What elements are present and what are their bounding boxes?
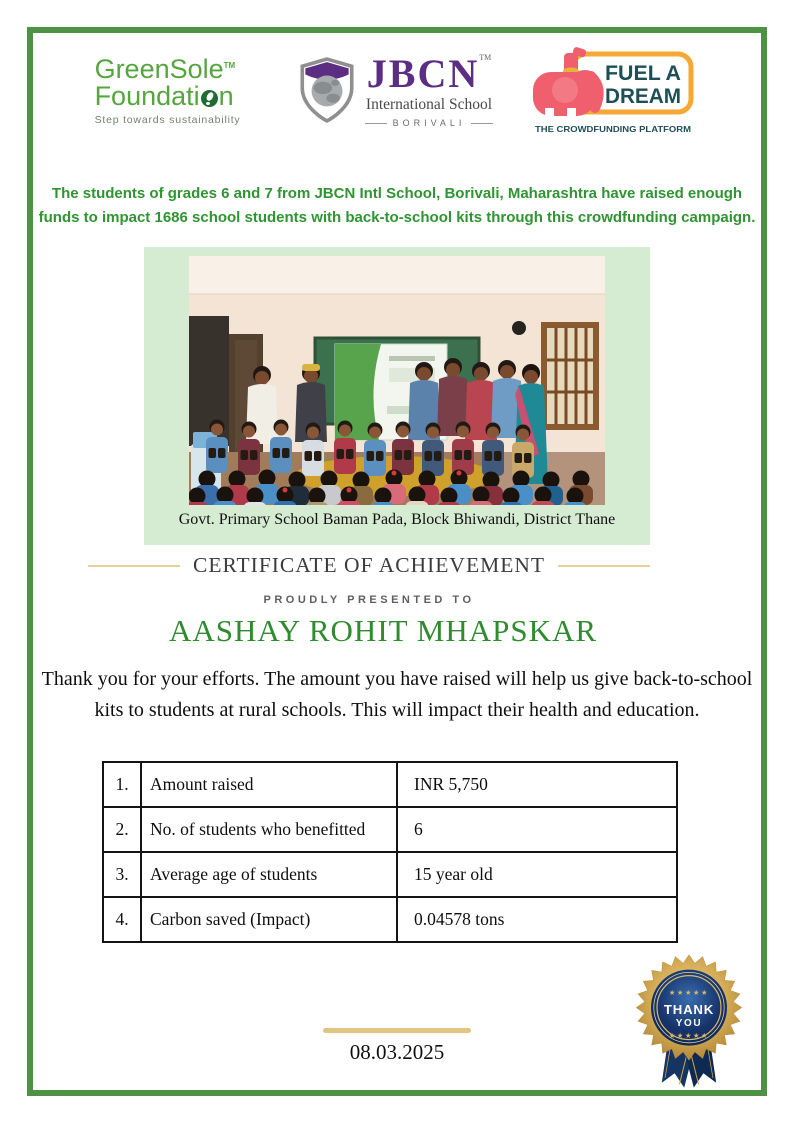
fueladream-line2: DREAM	[605, 85, 682, 108]
thank-you-badge	[633, 950, 745, 1092]
jbcn-subtitle: International School	[365, 96, 493, 113]
greensole-tagline: Step towards sustainability	[94, 114, 241, 127]
row-value: 6	[397, 807, 677, 852]
row-label: Average age of students	[141, 852, 397, 897]
jbcn-tm: TM	[479, 53, 492, 62]
greensole-wordmark: GreenSole	[94, 54, 224, 85]
table-row	[103, 852, 677, 897]
fueladream-line1: FUEL A	[605, 62, 682, 85]
dash-rule	[471, 123, 493, 124]
shoe-sole-icon	[201, 90, 218, 107]
table-row	[103, 897, 677, 942]
jbcn-wordmark: JBCN	[366, 51, 480, 96]
date-rule	[323, 1028, 471, 1033]
photo-panel	[144, 247, 650, 545]
row-value: 15 year old	[397, 852, 677, 897]
badge-you: YOU	[675, 1017, 703, 1029]
heading-rule-left	[88, 565, 180, 567]
jbcn-city: BORIVALI	[392, 118, 466, 128]
thank-you-paragraph: Thank you for your efforts. The amount you have raised will help us give back-to-school kits to students at rural schools. This will impact their health and education.	[41, 668, 753, 721]
fueladream-tagline: THE CROWDFUNDING PLATFORM	[535, 125, 692, 134]
row-number: 4.	[103, 897, 141, 942]
photo-caption: Govt. Primary School Baman Pada, Block Bhiwandi, District Thane	[178, 511, 616, 528]
badge-thank: THANK	[663, 1001, 715, 1017]
greensole-logo: GreenSole™ Foundati n Step towards sustainability	[95, 56, 265, 126]
row-value: 0.04578 tons	[397, 897, 677, 942]
intro-paragraph: The students of grades 6 and 7 from JBCN Intl School, Borivali, Maharashtra have raised enough funds to impact 1686 school students with back-to-school kits through this crowdfunding campaign.	[38, 185, 756, 226]
date-text: 08.03.2025	[349, 1040, 445, 1064]
school-photo	[189, 256, 605, 505]
badge-stars-bottom: ★★★★★	[668, 1030, 710, 1040]
row-number: 2.	[103, 807, 141, 852]
dash-rule	[365, 123, 387, 124]
row-number: 3.	[103, 852, 141, 897]
awardee-name: AASHAY ROHIT MHAPSKAR	[168, 613, 598, 648]
logo-row	[0, 44, 794, 138]
row-number: 1.	[103, 762, 141, 807]
row-value: INR 5,750	[397, 762, 677, 807]
greensole-foundation-text: Foundati	[94, 81, 200, 112]
presented-to-label: PROUDLY PRESENTED TO	[263, 594, 475, 606]
row-label: Amount raised	[141, 762, 397, 807]
table-row	[103, 807, 677, 852]
greensole-tm: TM	[223, 61, 236, 71]
certificate-heading	[0, 553, 766, 578]
fueladream-logo	[527, 44, 699, 138]
jbcn-shield-icon	[299, 57, 355, 125]
row-label: Carbon saved (Impact)	[141, 897, 397, 942]
certificate-title: CERTIFICATE OF ACHIEVEMENT	[193, 553, 545, 577]
jbcn-logo	[299, 51, 494, 128]
impact-table	[102, 761, 678, 943]
heading-rule-right	[558, 565, 650, 567]
badge-stars-top: ★★★★★	[668, 987, 710, 997]
row-label: No. of students who benefitted	[141, 807, 397, 852]
table-row	[103, 762, 677, 807]
date-block	[0, 1028, 794, 1065]
